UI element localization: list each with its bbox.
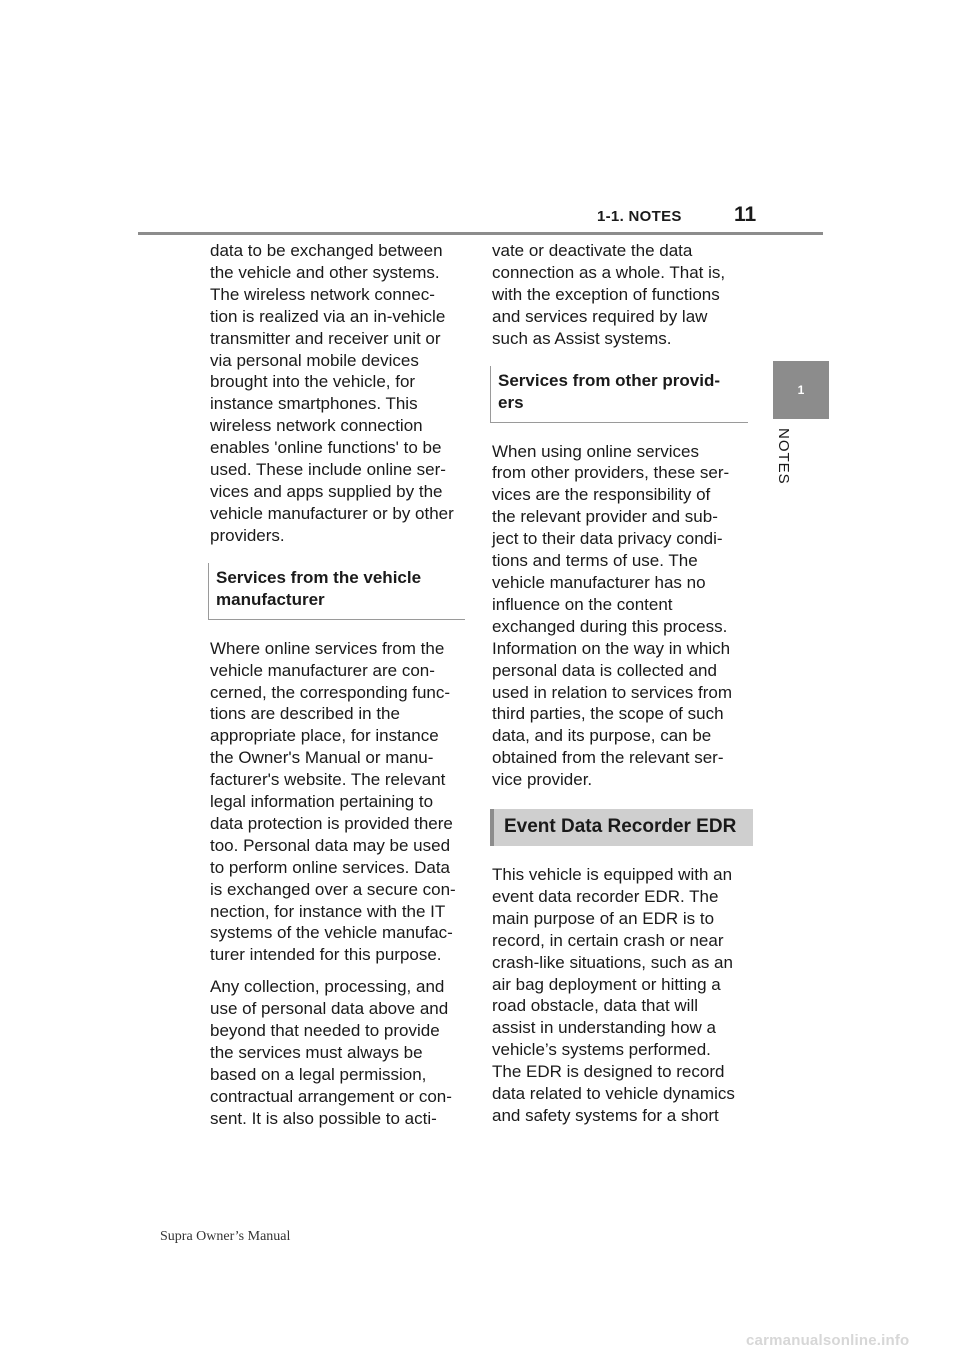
paragraph: data to be exchanged between the vehicle and other systems. The wireless network connec- tion is realized via an in-vehicle transmitter and receiver unit or via personal mobile devices brought into the vehicle, for instance smartphones. This wireless network connection enables 'online functions' to be used. These include online ser- vices and apps supplied by the vehicle manufacturer or by other providers. [210,241,454,545]
paragraph: vate or deactivate the data connection as a whole. That is, with the exception of functions and services required by law such as Assist systems. [492,241,726,348]
paragraph: Any collection, processing, and use of personal data above and beyond that needed to provide the services must always be based on a legal permission, contractual arrangement or con- sent. It is also possible to acti- [210,977,452,1128]
watermark: carmanualsonline.info [746,1332,910,1349]
paragraph: When using online services from other providers, these ser- vices are the responsibility of the relevant provider and sub- ject to their data privacy condi- tions and terms of use. The vehicle manufacturer has no influence on the content exchanged during this process. Information on the way in which personal data is collected and used in relation to services from third parties, the scope of such data, and its purpose, can be obtained from the relevant ser- vice provider. [492,441,732,790]
right-column [492,240,754,1137]
chapter-label: NOTES [775,428,792,485]
header-divider [138,232,823,235]
subheading-other-providers: Services from other provid- ers [490,366,748,423]
subheading-vehicle-manufacturer: Services from the vehicle manufacturer [208,563,465,620]
paragraph: Where online services from the vehicle manufacturer are con- cerned, the corresponding func- tions are described in the appropriate place, for instance the Owner's Manual or manu- facturer's website. The relevant legal information pertaining to data protection is provided there too. Personal data may be used to perform online services. Data is exchanged over a secure con- nection, for instance with the IT systems of the vehicle manufac- turer intended for this purpose. [210,638,456,965]
left-column [210,240,472,1140]
section-title: 1-1. NOTES [597,208,682,225]
page-number: 11 [734,203,757,226]
chapter-tab: 1 [773,361,829,419]
paragraph: This vehicle is equipped with an event data recorder EDR. The main purpose of an EDR is to record, in certain crash or near crash-like situations, such as an air bag deployment or hitting a road obstacle, data that will assist in understanding how a vehicle’s systems performed. The EDR is designed to record data related to vehicle dynamics and safety systems for a short [492,865,735,1125]
section-heading-edr: Event Data Recorder EDR [490,809,753,846]
footer-manual-name: Supra Owner’s Manual [160,1229,291,1244]
